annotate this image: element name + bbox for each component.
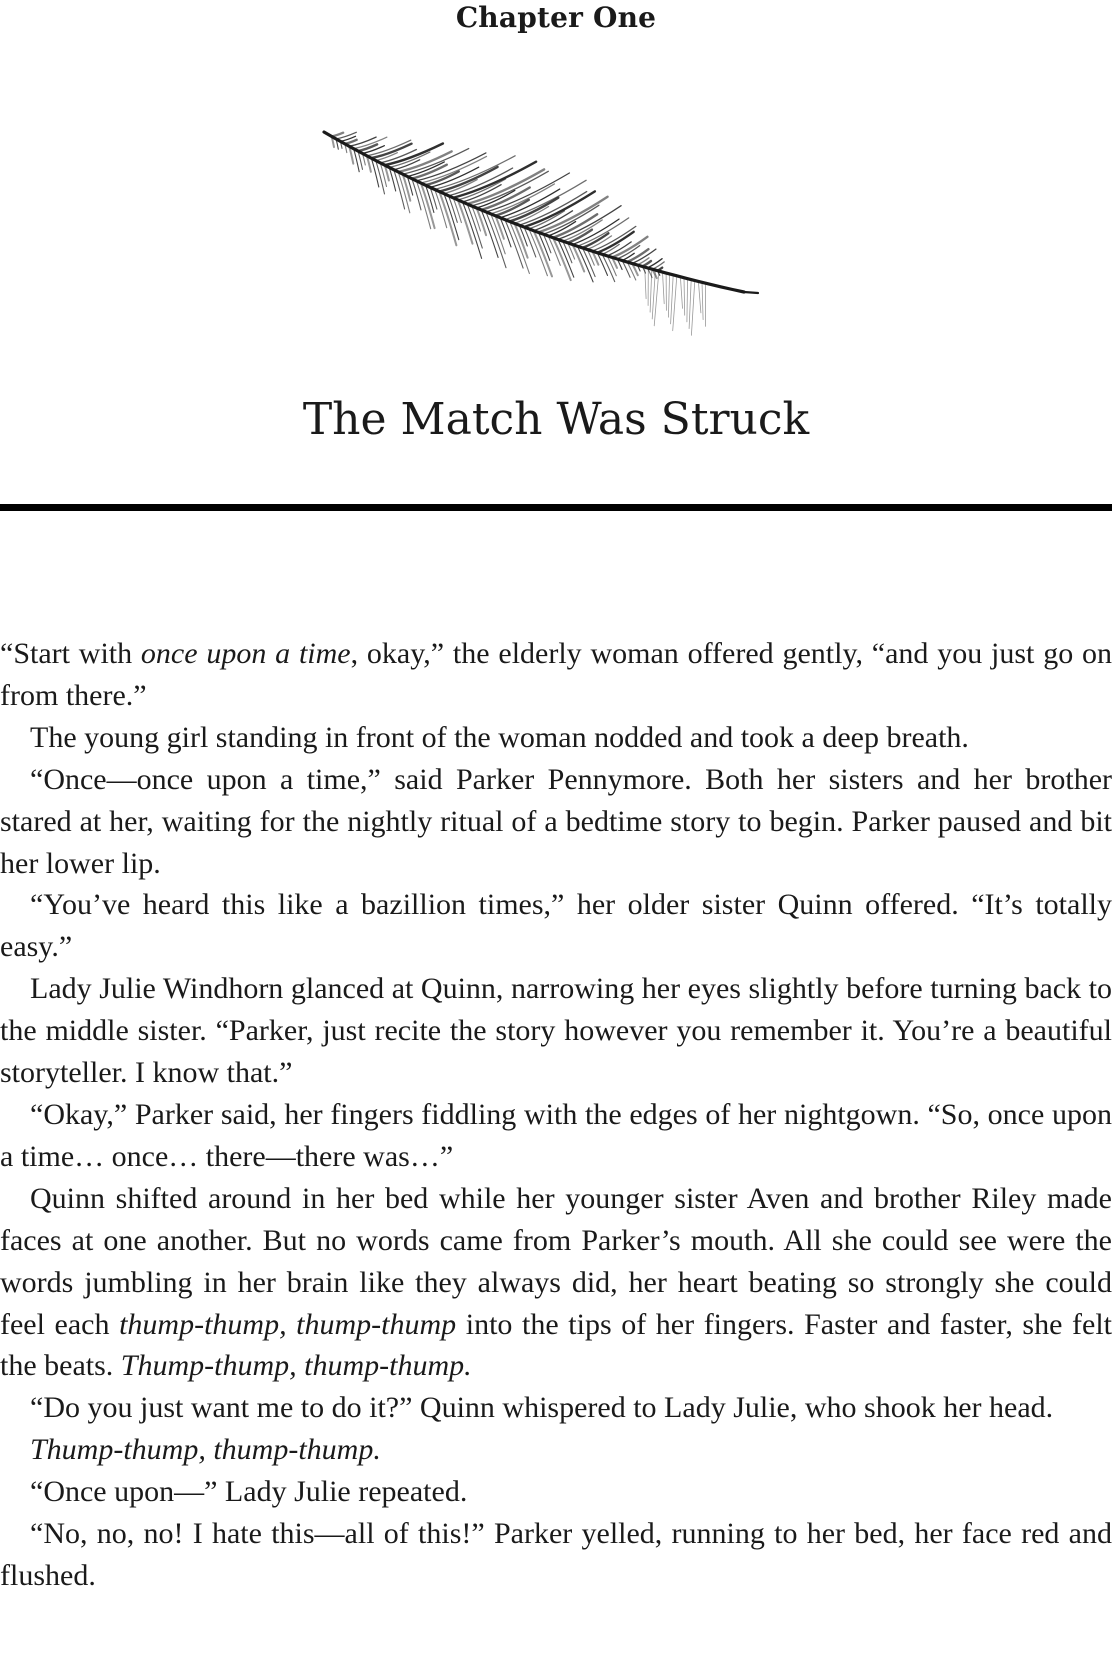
body-paragraph — [0, 717, 1112, 759]
text-span: Lady Julie Windhorn glanced at Quinn, narrowing her eyes slightly before turning back to the middle sister. “Parker, just recite the story however you remember it. You’re a beautiful storyteller. I know that.” — [0, 972, 1112, 1090]
text-span: “Once—once upon a time,” said Parker Pennymore. Both her sisters and her brother stared at her, waiting for the nightly ritual of a bedtime story to begin. Parker paused and bit her lower lip. — [0, 762, 1112, 880]
italic-text: Thump-thump, thump-thump. — [120, 1349, 472, 1383]
feather-illustration — [304, 92, 824, 357]
body-paragraph — [0, 1429, 1112, 1471]
body-paragraph — [0, 1178, 1112, 1388]
feather-icon — [304, 92, 824, 357]
text-span: “Okay,” Parker said, her fingers fiddling with the edges of her nightgown. “So, once upon a time… once… there—there was…” — [0, 1097, 1112, 1173]
body-paragraph — [0, 759, 1112, 885]
body-paragraph — [0, 1471, 1112, 1513]
title-divider — [0, 504, 1112, 511]
text-span: into the tips of her fingers. Faster and faster, she felt the beats. — [0, 1307, 1112, 1383]
body-paragraph — [0, 884, 1112, 968]
text-span: “You’ve heard this like a bazillion times,” her older sister Quinn offered. “It’s totally easy.” — [0, 888, 1112, 964]
body-paragraph — [0, 968, 1112, 1094]
chapter-label: Chapter One — [455, 1, 657, 34]
text-span: “No, no, no! I hate this—all of this!” Parker yelled, running to her bed, her face red and flushed. — [0, 1517, 1112, 1592]
italic-text: once upon a time — [140, 637, 351, 670]
italic-text: thump-thump, thump-thump — [119, 1307, 457, 1341]
text-span: “Start with — [0, 637, 141, 670]
text-span: “Once upon—” Lady Julie repeated. — [30, 1475, 468, 1509]
italic-text: Thump-thump, thump-thump. — [30, 1433, 381, 1467]
chapter-title: The Match Was Struck — [302, 394, 810, 445]
body-paragraph — [0, 1513, 1112, 1597]
body-paragraph — [0, 1387, 1112, 1429]
text-span: The young girl standing in front of the woman nodded and took a deep breath. — [30, 720, 969, 754]
body-paragraph — [0, 633, 1112, 717]
chapter-body — [0, 633, 1112, 1597]
text-span: , okay,” the elderly woman offered gently, “and you just go on from there.” — [0, 637, 1112, 712]
text-span: “Do you just want me to do it?” Quinn whispered to Lady Julie, who shook her head. — [30, 1391, 1054, 1425]
text-span: Quinn shifted around in her bed while her younger sister Aven and brother Riley made faces at one another. But no words came from Parker’s mouth. All she could see were the words jumbling in her brain like they always did, her heart beating so strongly she could feel each — [0, 1181, 1112, 1341]
body-paragraph — [0, 1094, 1112, 1178]
